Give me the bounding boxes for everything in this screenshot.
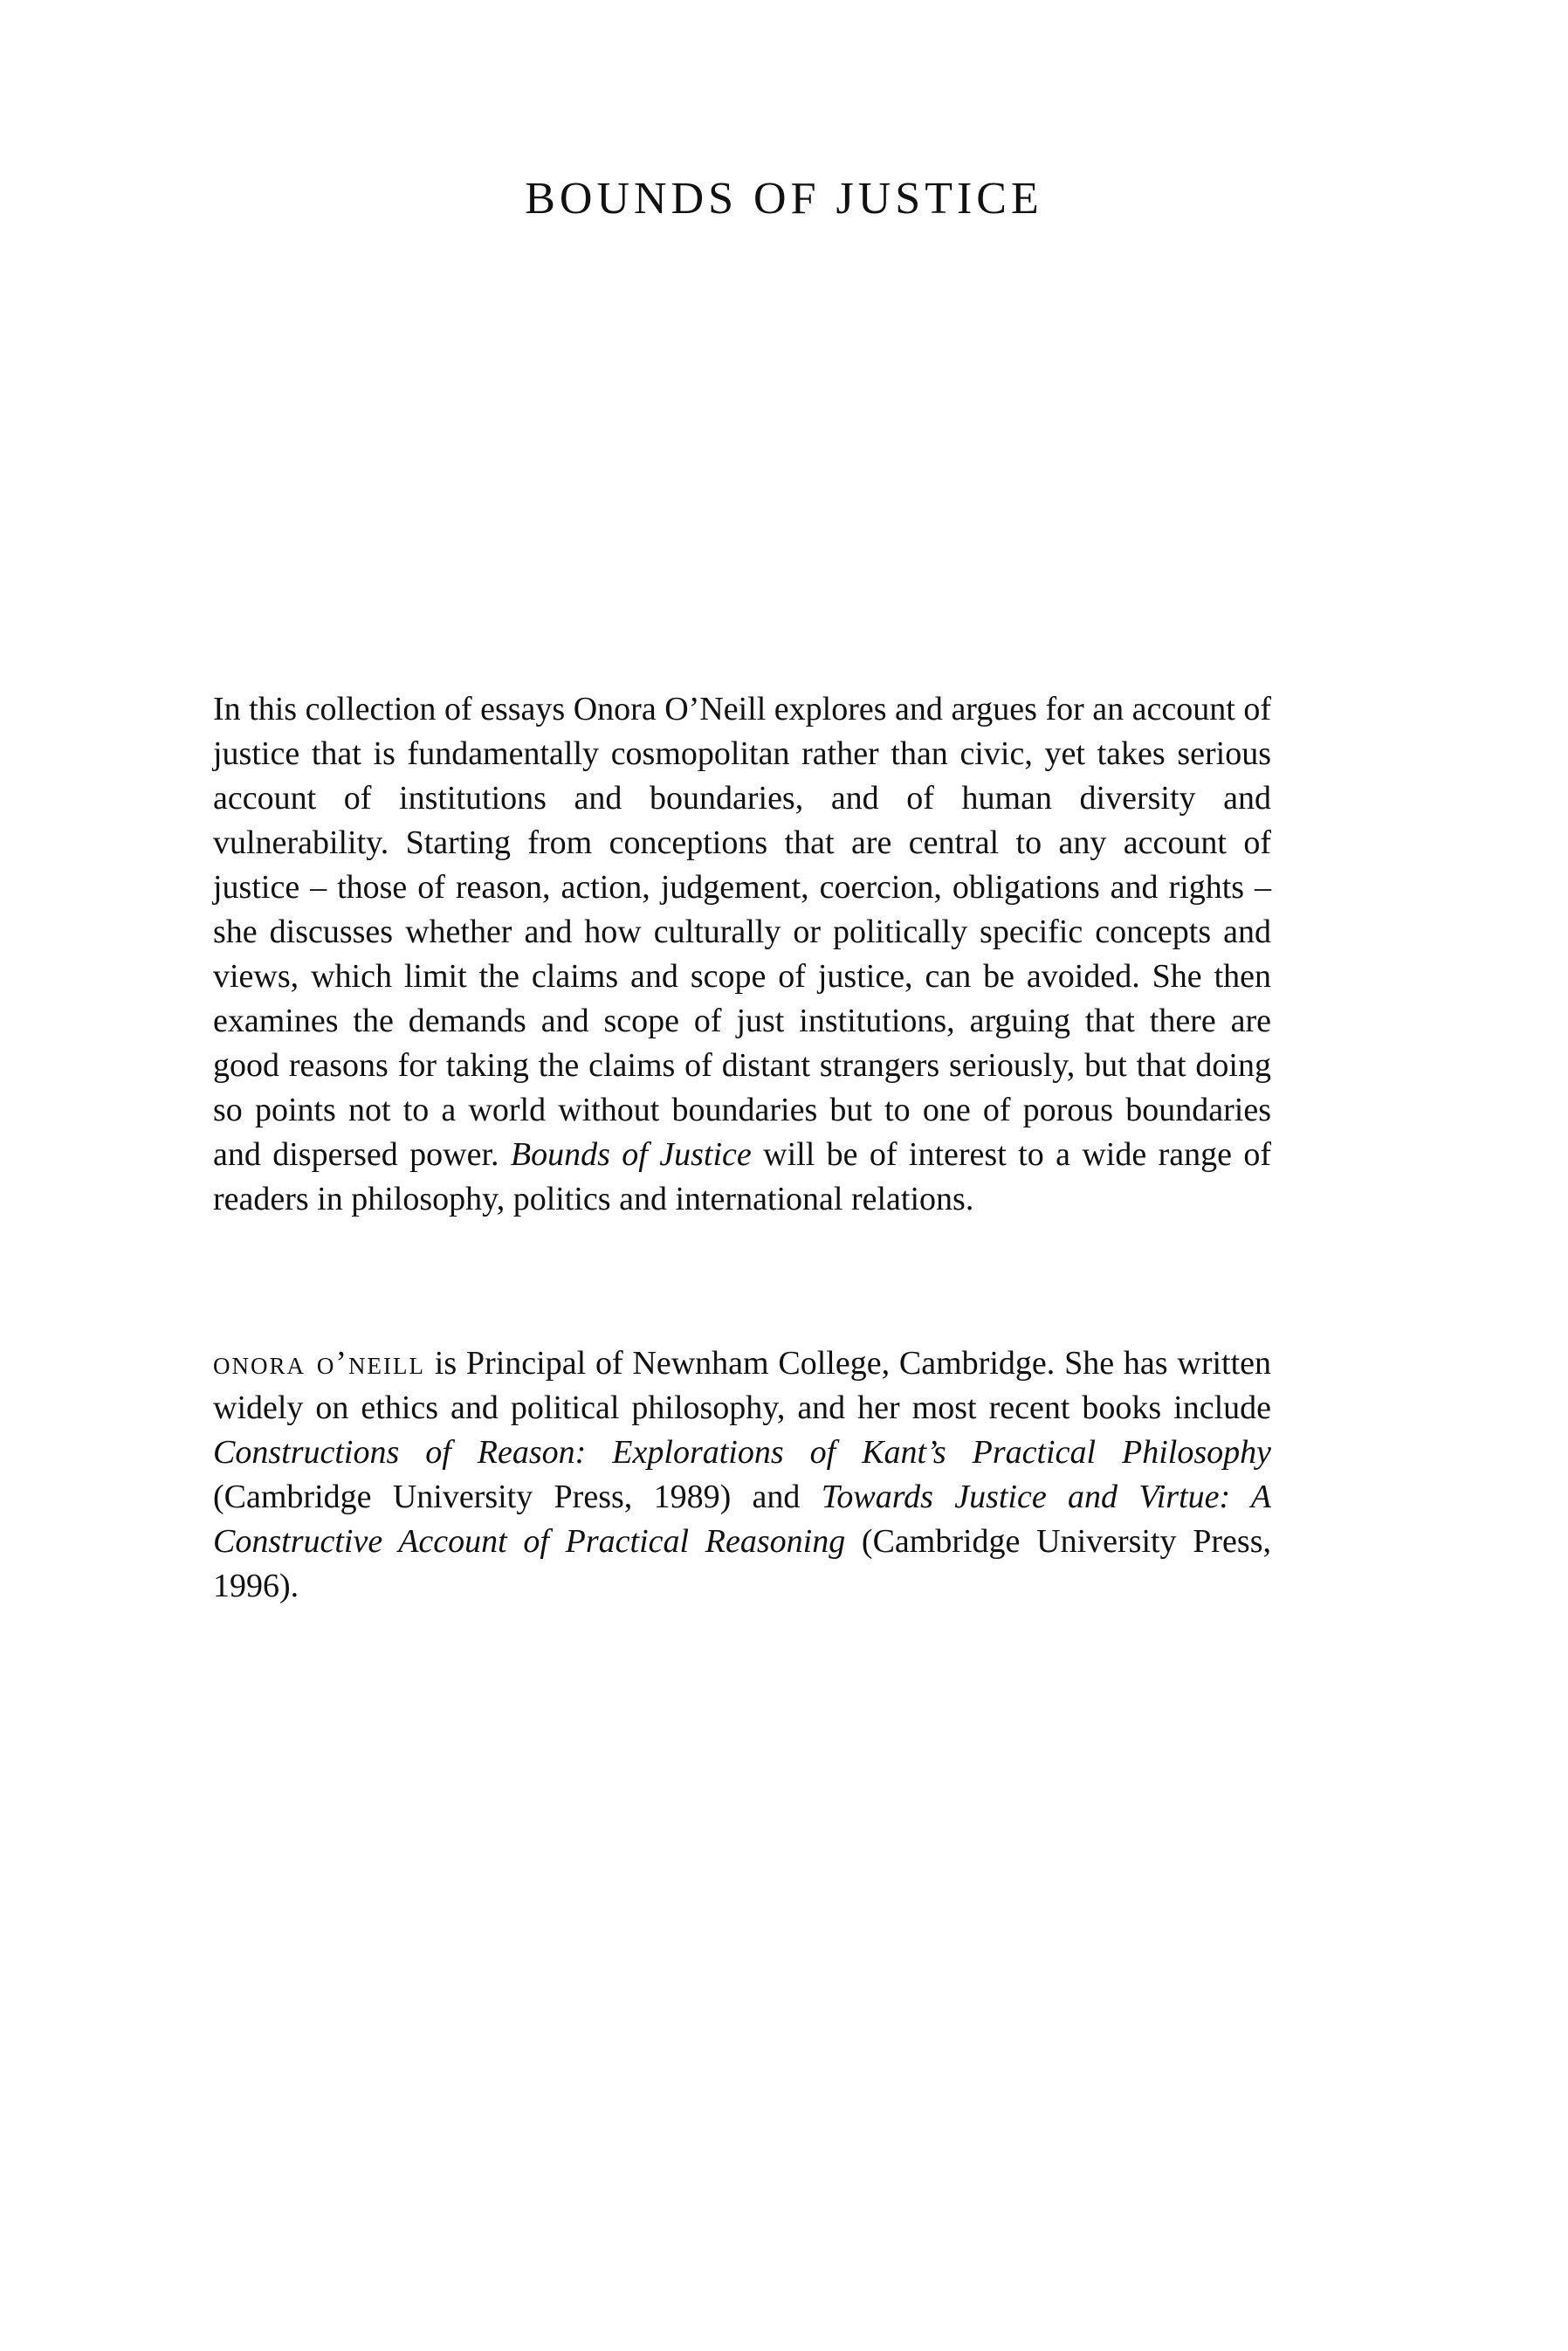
page-title: BOUNDS OF JUSTICE xyxy=(525,174,1043,224)
book-title: Bounds of Justice xyxy=(510,1136,752,1173)
description-text: In this collection of essays Onora O’Neill explores and argues for an account of justice that is fundamentally cosmopolitan rather than civic, yet takes serious account of institutions and boundaries, and of human diversity and vulnerability. Starting from conceptions that are central to any account of justice – those of reason, action, judgement, coercion, obligations and rights – she discusses whether and how culturally or politically specific concepts and views, which limit the claims and scope of justice, can be avoided. She then examines the demands and scope of just institutions, arguing that there are good reasons for taking the claims of distant strangers seriously, but that doing so points not to a world without boundaries but to one of porous boundaries and dispersed power. xyxy=(213,691,1271,1173)
author-bio-text: (Cambridge University Press, 1996). xyxy=(213,1523,1271,1604)
author-bio-text: is Principal of Newnham College, Cambridge. She has written widely on ethics and political philosophy, and her most recent books include xyxy=(213,1345,1272,1426)
author-name: onora o’neill xyxy=(213,1345,425,1382)
book-title-towards-justice: Towards Justice and Virtue: A Constructive Account of Practical Reasoning xyxy=(213,1479,1271,1560)
author-bio-paragraph xyxy=(213,1341,1271,1609)
book-title-constructions: Constructions of Reason: Explorations of Kant’s Practical Philosophy xyxy=(213,1434,1271,1471)
description-paragraph xyxy=(213,687,1271,1222)
description-tail: will be of interest to a wide range of readers in philosophy, politics and international relations. xyxy=(213,1136,1271,1217)
author-bio-text: (Cambridge University Press, 1989) and xyxy=(213,1479,822,1515)
